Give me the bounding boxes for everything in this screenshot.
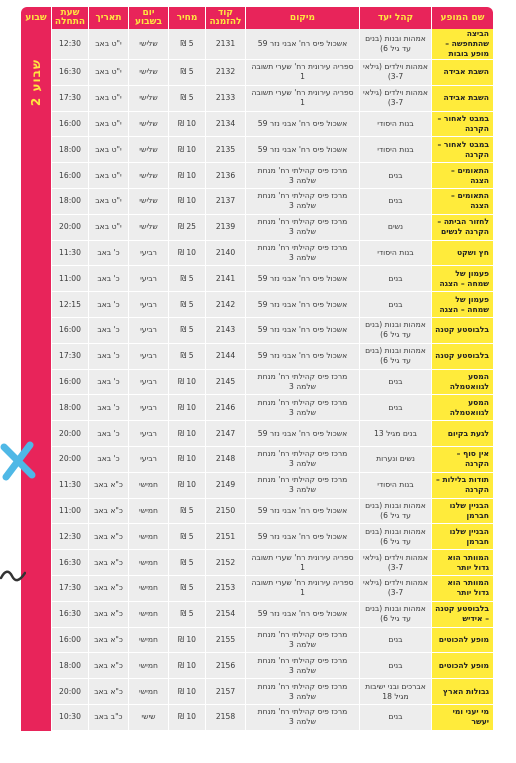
cell-time: 12:30 [51, 524, 88, 550]
cell-day: שלישי [128, 112, 168, 138]
cell-day: רביעי [128, 241, 168, 267]
header-price: מחיר [168, 7, 205, 29]
cell-price: 5 ₪ [168, 86, 205, 112]
cell-day: שלישי [128, 86, 168, 112]
cell-time: 20:00 [51, 421, 88, 447]
cell-date: כ"א באב [88, 628, 128, 654]
cell-price: 5 ₪ [168, 60, 205, 86]
cell-name: לחזור הביתה – הקרנה לנשים [431, 215, 493, 241]
cell-price: 5 ₪ [168, 602, 205, 628]
cell-date: כ"א באב [88, 550, 128, 576]
cell-audience: בנות היסודי [359, 137, 431, 163]
cell-location: מרכז פיס קהילתי רח' מנחת שלמה 3 [245, 679, 359, 705]
cell-day: חמישי [128, 524, 168, 550]
cell-date: כ"א באב [88, 499, 128, 525]
cell-location: מרכז פיס קהילתי רח' מנחת שלמה 3 [245, 370, 359, 396]
cell-location: מרכז פיס קהילתי רח' מנחת שלמה 3 [245, 395, 359, 421]
cell-time: 20:00 [51, 215, 88, 241]
header-name: שם המופע [431, 7, 493, 29]
table-row [21, 421, 493, 447]
cell-audience: נשים ונערות [359, 447, 431, 473]
cell-name: לגעת בקיום [431, 421, 493, 447]
table-row [21, 524, 493, 550]
cell-name: השבת אבידה [431, 60, 493, 86]
cell-time: 11:30 [51, 241, 88, 267]
cell-day: חמישי [128, 602, 168, 628]
table-row [21, 86, 493, 112]
cell-time: 18:00 [51, 653, 88, 679]
cell-date: כ' באב [88, 241, 128, 267]
cell-location: מרכז פיס קהילתי רח' מנחת שלמה 3 [245, 189, 359, 215]
header-audience: קהל יעד [359, 7, 431, 29]
cell-price: 5 ₪ [168, 550, 205, 576]
cell-price: 5 ₪ [168, 292, 205, 318]
cell-code: 2131 [205, 29, 245, 60]
cell-price: 5 ₪ [168, 499, 205, 525]
cell-code: 2142 [205, 292, 245, 318]
cell-price: 10 ₪ [168, 421, 205, 447]
cell-date: כ"א באב [88, 679, 128, 705]
header-code: קוד להזמנה [205, 7, 245, 29]
cell-audience: אמהות ובנות (בנים עד גיל 6) [359, 29, 431, 60]
cell-location: ספריה עירונית רח' שערי תשובה 1 [245, 86, 359, 112]
cell-name: מי יעני ומי יעשר [431, 705, 493, 731]
cell-price: 10 ₪ [168, 395, 205, 421]
cell-time: 16:30 [51, 550, 88, 576]
cell-name: חץ ושקט [431, 241, 493, 267]
cell-name: במבט לאחור – הקרנה [431, 137, 493, 163]
cell-audience: בנים [359, 266, 431, 292]
table-row [21, 473, 493, 499]
cell-audience: אמהות ובנות (בנים עד גיל 6) [359, 602, 431, 628]
cell-audience: אמהות ובנות (בנים עד גיל 6) [359, 318, 431, 344]
cell-code: 2152 [205, 550, 245, 576]
cell-audience: אברכים ובני ישיבות מגיל 18 [359, 679, 431, 705]
cell-price: 10 ₪ [168, 473, 205, 499]
cell-day: רביעי [128, 421, 168, 447]
table-row [21, 344, 493, 370]
cell-code: 2139 [205, 215, 245, 241]
cell-name: מופע להכוטים [431, 653, 493, 679]
cell-date: י"ט באב [88, 112, 128, 138]
cell-location: אשכול פיס רח' אבני נזר 59 [245, 292, 359, 318]
table-row [21, 602, 493, 628]
header-time: שעת התחלה [51, 7, 88, 29]
cell-audience: בנים [359, 163, 431, 189]
cell-day: חמישי [128, 653, 168, 679]
cell-price: 5 ₪ [168, 318, 205, 344]
table-row [21, 395, 493, 421]
cell-location: אשכול פיס רח' אבני נזר 59 [245, 137, 359, 163]
cell-location: מרכז פיס קהילתי רח' מנחת שלמה 3 [245, 653, 359, 679]
cell-location: אשכול פיס רח' אבני נזר 59 [245, 602, 359, 628]
cell-price: 25 ₪ [168, 215, 205, 241]
cell-code: 2145 [205, 370, 245, 396]
cell-audience: אמהות וילדים (גילאי 3-7) [359, 550, 431, 576]
cell-price: 10 ₪ [168, 137, 205, 163]
table-header-row [21, 7, 493, 29]
table-body [21, 29, 493, 731]
cell-date: כ"א באב [88, 473, 128, 499]
cell-name: התאומים – הצגה [431, 163, 493, 189]
cell-name: המוותר הוא גדול יותר [431, 576, 493, 602]
cell-audience: נשים [359, 215, 431, 241]
cell-code: 2154 [205, 602, 245, 628]
cell-day: רביעי [128, 395, 168, 421]
cell-day: שלישי [128, 215, 168, 241]
cell-day: שלישי [128, 60, 168, 86]
cell-name: פעמון של שמחה – הצגה [431, 266, 493, 292]
cell-audience: בנות היסודי [359, 112, 431, 138]
cell-name: בלבוסטע קטנה – אידיש [431, 602, 493, 628]
cell-price: 5 ₪ [168, 29, 205, 60]
table-row [21, 29, 493, 60]
header-day: יום בשבוע [128, 7, 168, 29]
cell-price: 5 ₪ [168, 266, 205, 292]
cell-code: 2147 [205, 421, 245, 447]
table-row [21, 628, 493, 654]
cell-price: 10 ₪ [168, 705, 205, 731]
cell-name: בלבוסטע קטנה [431, 344, 493, 370]
cell-date: י"ט באב [88, 86, 128, 112]
cell-name: תודות בלילות – הקרנה [431, 473, 493, 499]
cell-audience: בנים מגיל 13 [359, 421, 431, 447]
cell-day: רביעי [128, 318, 168, 344]
cell-date: כ"א באב [88, 653, 128, 679]
cell-time: 16:30 [51, 60, 88, 86]
table-row [21, 241, 493, 267]
cell-audience: בנים [359, 370, 431, 396]
table-row [21, 370, 493, 396]
cell-date: כ"א באב [88, 524, 128, 550]
cell-time: 11:30 [51, 473, 88, 499]
cell-location: אשכול פיס רח' אבני נזר 59 [245, 344, 359, 370]
table-row [21, 653, 493, 679]
cell-date: כ' באב [88, 421, 128, 447]
cell-location: מרכז פיס קהילתי רח' מנחת שלמה 3 [245, 215, 359, 241]
cell-audience: בנים [359, 189, 431, 215]
cell-time: 16:00 [51, 318, 88, 344]
cell-audience: בנים [359, 653, 431, 679]
cell-time: 17:30 [51, 86, 88, 112]
cell-code: 2132 [205, 60, 245, 86]
cell-location: מרכז פיס קהילתי רח' מנחת שלמה 3 [245, 163, 359, 189]
cell-date: י"ט באב [88, 137, 128, 163]
cell-date: י"ט באב [88, 29, 128, 60]
cell-date: כ"א באב [88, 576, 128, 602]
table-row [21, 266, 493, 292]
cell-code: 2135 [205, 137, 245, 163]
cell-audience: בנים [359, 628, 431, 654]
header-week: שבוע [21, 7, 51, 29]
cell-code: 2156 [205, 653, 245, 679]
schedule-table [21, 7, 493, 731]
cell-price: 10 ₪ [168, 447, 205, 473]
cell-name: הביצה שהתחפשה – מופע בובות [431, 29, 493, 60]
cell-code: 2134 [205, 112, 245, 138]
cell-name: במבט לאחור – הקרנה [431, 112, 493, 138]
cell-price: 5 ₪ [168, 524, 205, 550]
cell-code: 2133 [205, 86, 245, 112]
cell-price: 10 ₪ [168, 163, 205, 189]
cell-location: אשכול פיס רח' אבני נזר 59 [245, 29, 359, 60]
cell-day: שישי [128, 705, 168, 731]
cell-location: אשכול פיס רח' אבני נזר 59 [245, 112, 359, 138]
cell-code: 2157 [205, 679, 245, 705]
cell-code: 2148 [205, 447, 245, 473]
cell-time: 18:00 [51, 189, 88, 215]
cell-day: חמישי [128, 473, 168, 499]
week-label-cell [21, 29, 51, 731]
cell-time: 11:00 [51, 266, 88, 292]
table-row [21, 499, 493, 525]
cell-time: 18:00 [51, 137, 88, 163]
cell-day: רביעי [128, 292, 168, 318]
table-row [21, 318, 493, 344]
cell-date: י"ט באב [88, 60, 128, 86]
cell-time: 16:30 [51, 602, 88, 628]
cell-name: גבולות הארץ [431, 679, 493, 705]
header-location: מיקום [245, 7, 359, 29]
cell-date: כ"ב באב [88, 705, 128, 731]
cross-decoration-icon [0, 441, 36, 481]
cell-day: רביעי [128, 370, 168, 396]
table-row [21, 112, 493, 138]
cell-date: י"ט באב [88, 215, 128, 241]
cell-day: שלישי [128, 29, 168, 60]
cell-time: 17:30 [51, 344, 88, 370]
cell-code: 2150 [205, 499, 245, 525]
cell-date: כ' באב [88, 344, 128, 370]
cell-time: 16:00 [51, 628, 88, 654]
cell-code: 2136 [205, 163, 245, 189]
cell-day: רביעי [128, 266, 168, 292]
cell-price: 10 ₪ [168, 241, 205, 267]
cell-audience: אמהות ובנות (בנים עד גיל 6) [359, 524, 431, 550]
cell-day: חמישי [128, 550, 168, 576]
cell-code: 2153 [205, 576, 245, 602]
cell-name: הבניין שלנו חברמן [431, 499, 493, 525]
cell-price: 10 ₪ [168, 679, 205, 705]
cell-day: חמישי [128, 679, 168, 705]
cell-location: ספריה עירונית רח' שערי תשובה 1 [245, 576, 359, 602]
table-row [21, 163, 493, 189]
cell-name: המסע לגוואטמלה [431, 370, 493, 396]
cell-name: המוותר הוא גדול יותר [431, 550, 493, 576]
squiggle-decoration-icon [0, 569, 26, 583]
cell-location: אשכול פיס רח' אבני נזר 59 [245, 499, 359, 525]
cell-price: 10 ₪ [168, 112, 205, 138]
cell-date: י"ט באב [88, 163, 128, 189]
cell-name: המסע לגוואטמלה [431, 395, 493, 421]
cell-name: השבת אבידה [431, 86, 493, 112]
cell-location: מרכז פיס קהילתי רח' מנחת שלמה 3 [245, 705, 359, 731]
table-row [21, 550, 493, 576]
cell-location: אשכול פיס רח' אבני נזר 59 [245, 318, 359, 344]
table-row [21, 447, 493, 473]
cell-audience: אמהות וילדים (גילאי 3-7) [359, 86, 431, 112]
cell-audience: בנים [359, 395, 431, 421]
cell-time: 12:15 [51, 292, 88, 318]
cell-price: 10 ₪ [168, 653, 205, 679]
cell-audience: בנות היסודי [359, 241, 431, 267]
cell-time: 20:00 [51, 679, 88, 705]
cell-price: 10 ₪ [168, 628, 205, 654]
cell-name: פעמון של שמחה – הצגה [431, 292, 493, 318]
schedule-table-wrapper [21, 7, 493, 753]
cell-location: אשכול פיס רח' אבני נזר 59 [245, 266, 359, 292]
cell-date: כ' באב [88, 447, 128, 473]
cell-day: חמישי [128, 499, 168, 525]
table-row [21, 292, 493, 318]
cell-day: רביעי [128, 447, 168, 473]
cell-day: חמישי [128, 576, 168, 602]
cell-day: שלישי [128, 189, 168, 215]
cell-code: 2155 [205, 628, 245, 654]
cell-location: מרכז פיס קהילתי רח' מנחת שלמה 3 [245, 628, 359, 654]
table-row [21, 189, 493, 215]
cell-day: רביעי [128, 344, 168, 370]
cell-code: 2141 [205, 266, 245, 292]
cell-date: כ' באב [88, 266, 128, 292]
cell-time: 16:00 [51, 370, 88, 396]
cell-audience: אמהות וילדים (גילאי 3-7) [359, 576, 431, 602]
cell-date: כ"א באב [88, 602, 128, 628]
cell-code: 2140 [205, 241, 245, 267]
cell-location: אשכול פיס רח' אבני נזר 59 [245, 524, 359, 550]
cell-time: 16:00 [51, 163, 88, 189]
cell-time: 18:00 [51, 395, 88, 421]
table-row [21, 137, 493, 163]
cell-code: 2158 [205, 705, 245, 731]
cell-name: הבניין שלנו חברמן [431, 524, 493, 550]
cell-audience: בנים [359, 705, 431, 731]
cell-location: מרכז פיס קהילתי רח' מנחת שלמה 3 [245, 473, 359, 499]
cell-price: 5 ₪ [168, 344, 205, 370]
table-row [21, 215, 493, 241]
cell-code: 2144 [205, 344, 245, 370]
table-row [21, 705, 493, 731]
cell-location: ספריה עירונית רח' שערי תשובה 1 [245, 60, 359, 86]
cell-location: אשכול פיס רח' אבני נזר 59 [245, 421, 359, 447]
cell-date: י"ט באב [88, 189, 128, 215]
table-row [21, 576, 493, 602]
week-label: שבוע 2 [29, 59, 43, 107]
cell-code: 2143 [205, 318, 245, 344]
cell-code: 2149 [205, 473, 245, 499]
cell-audience: אמהות ובנות (בנים עד גיל 6) [359, 344, 431, 370]
cell-day: חמישי [128, 628, 168, 654]
cell-audience: אמהות ובנות (בנים עד גיל 6) [359, 499, 431, 525]
cell-name: אין סוף – הקרנה [431, 447, 493, 473]
cell-location: ספריה עירונית רח' שערי תשובה 1 [245, 550, 359, 576]
cell-date: כ' באב [88, 292, 128, 318]
cell-time: 11:00 [51, 499, 88, 525]
cell-time: 17:30 [51, 576, 88, 602]
cell-time: 16:00 [51, 112, 88, 138]
cell-code: 2137 [205, 189, 245, 215]
cell-time: 12:30 [51, 29, 88, 60]
cell-audience: אמהות וילדים (גילאי 3-7) [359, 60, 431, 86]
cell-name: מופע להכוטים [431, 628, 493, 654]
cell-date: כ' באב [88, 370, 128, 396]
cell-location: מרכז פיס קהילתי רח' מנחת שלמה 3 [245, 447, 359, 473]
header-date: תאריך [88, 7, 128, 29]
cell-date: כ' באב [88, 318, 128, 344]
cell-location: מרכז פיס קהילתי רח' מנחת שלמה 3 [245, 241, 359, 267]
cell-code: 2146 [205, 395, 245, 421]
cell-audience: בנות היסודי [359, 473, 431, 499]
cell-date: כ' באב [88, 395, 128, 421]
cell-audience: בנים [359, 292, 431, 318]
cell-day: שלישי [128, 137, 168, 163]
table-row [21, 60, 493, 86]
cell-day: שלישי [128, 163, 168, 189]
cell-price: 10 ₪ [168, 189, 205, 215]
table-row [21, 679, 493, 705]
cell-name: בלבוסטע קטנה [431, 318, 493, 344]
cell-price: 5 ₪ [168, 576, 205, 602]
cell-code: 2151 [205, 524, 245, 550]
cell-time: 20:00 [51, 447, 88, 473]
cell-name: התאומים – הצגה [431, 189, 493, 215]
cell-time: 10:30 [51, 705, 88, 731]
cell-price: 10 ₪ [168, 370, 205, 396]
